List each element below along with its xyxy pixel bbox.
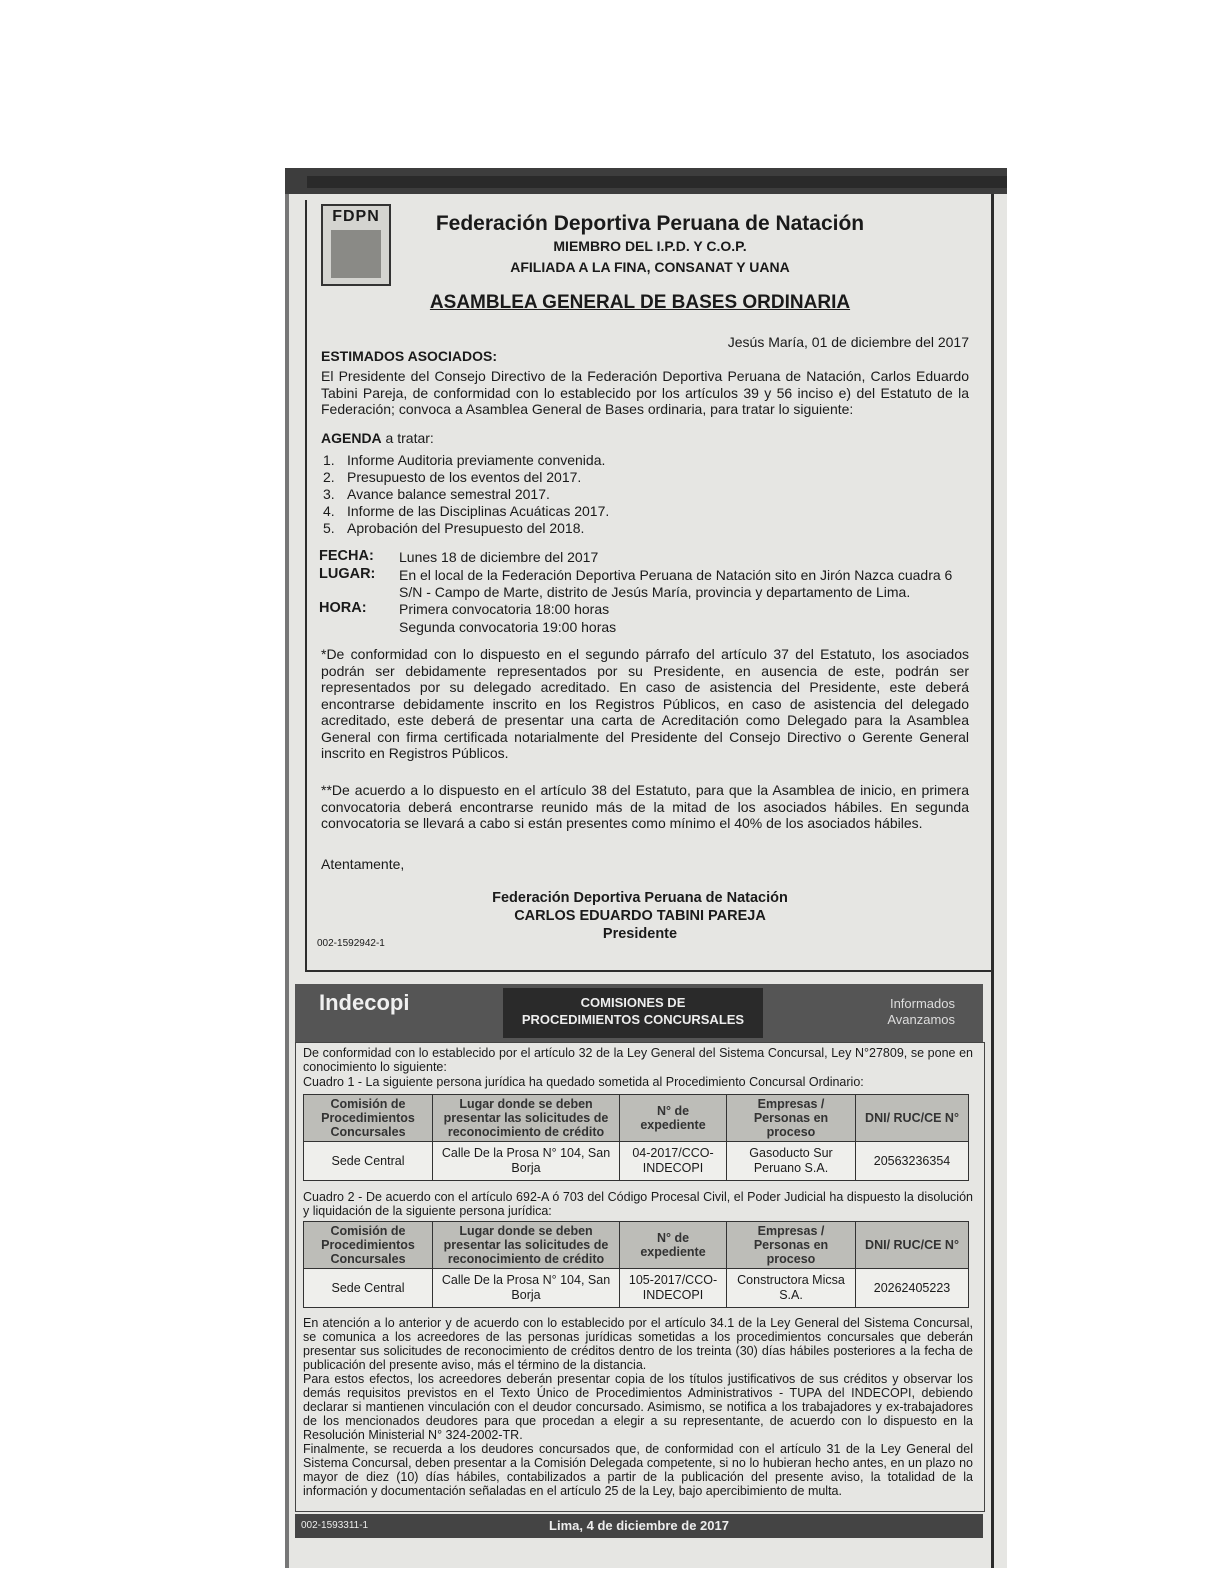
indecopi-paragraph-2: Para estos efectos, los acreedores deberán presentar copia de los títulos justificativos de sus créditos y observar los demás requisitos previstos en el Texto Único de Procedimientos Administrativos - TUPA del INDECOPI, debiendo declarar si mantienen vinculación con el deudor concursado. Asimismo, se notifica a los trabajadores y ex-trabajadores de los mencionados deudores para que procedan a elegir a su representante, de acuerdo con lo dispuesto en la Resolución Ministerial N° 324-2002-TR.	[303, 1372, 973, 1442]
indecopi-logo: Indecopi	[319, 990, 410, 1015]
agenda-heading	[321, 430, 969, 447]
indecopi-publication-code: 002-1593311-1	[301, 1520, 369, 1531]
lugar-value: En el local de la Federación Deportiva Peruana de Natación sito en Jirón Nazca cuadra 6 S/N - Campo de Marte, distrito de Jesús María, provincia y departamento de Lima.	[399, 567, 953, 600]
table-header-row: Comisión de Procedimientos Concursales Lugar donde se deben presentar las solicitudes de reconocimiento de crédito N° de expediente Empresas / Personas en proceso DNI/ RUC/CE N°	[304, 1095, 969, 1142]
agenda-suffix: a tratar:	[381, 430, 434, 446]
top-bar	[285, 168, 1007, 194]
notice-title: ASAMBLEA GENERAL DE BASES ORDINARIA	[429, 292, 851, 313]
lugar-label: LUGAR:	[319, 566, 376, 582]
publication-code: 002-1592942-1	[317, 938, 385, 949]
signature-org: Federación Deportiva Peruana de Natación	[492, 890, 788, 906]
indecopi-intro: De conformidad con lo establecido por el artículo 32 de la Ley General del Sistema Concursal, Ley N°27809, se pone en conocimiento lo siguiente:	[303, 1046, 973, 1074]
signature-role: Presidente	[602, 926, 678, 942]
indecopi-slogan: Informados Avanzamos	[887, 996, 955, 1027]
fdpn-logo-text: FDPN	[332, 208, 380, 225]
cuadro1-table	[303, 1094, 969, 1181]
indecopi-footer-bar	[295, 1514, 983, 1538]
note-quorum: **De acuerdo a lo dispuesto en el artículo 38 del Estatuto, para que la Asamblea de inicio, en primera convocatoria deberá encontrarse reunido más de la mitad de los asociados hábiles. En segunda convocatoria se llevará a cabo si están presentes como mínimo el 40% de los asociados hábiles.	[321, 782, 969, 831]
indecopi-footer-date: Lima, 4 de diciembre de 2017	[549, 1518, 729, 1533]
table-row: Sede Central Calle De la Prosa N° 104, San Borja 04-2017/CCO-INDECOPI Gasoducto Sur Peruano S.A. 20563236354	[304, 1142, 969, 1181]
indecopi-paragraph-3: Finalmente, se recuerda a los deudores concursados que, de conformidad con el artículo 31 de la Ley General del Sistema Concursal, deben presentar a la Comisión Delegada competente, si no lo hubieran hecho antes, en un plazo no mayor de diez (10) días hábiles, contabilizados a partir de la publicación del presente aviso, la totalidad de la información y documentación señaladas en el artículo 25 de la Ley, bajo apercibimiento de multa.	[303, 1442, 973, 1498]
cuadro2-caption: Cuadro 2 - De acuerdo con el artículo 692-A ó 703 del Código Procesal Civil, el Poder Judicial ha dispuesto la disolución y liquidación de la siguiente persona jurídica:	[303, 1190, 973, 1218]
fecha-label: FECHA:	[319, 548, 374, 564]
agenda-item: 2. Presupuesto de los eventos del 2017.	[323, 469, 582, 485]
hora-value-2: Segunda convocatoria 19:00 horas	[399, 619, 617, 635]
agenda-item: 5. Aprobación del Presupuesto del 2018.	[323, 520, 585, 536]
left-edge	[285, 168, 289, 1568]
agenda-item: 4. Informe de las Disciplinas Acuáticas 2017.	[323, 503, 610, 519]
intro-paragraph: El Presidente del Consejo Directivo de la Federación Deportiva Peruana de Natación, Carlos Eduardo Tabini Pareja, de conformidad con lo establecido por los artículos 39 y 56 inciso e) del Estatuto de la Federación; convoca a Asamblea General de Bases ordinaria, para tratar lo siguiente:	[321, 368, 969, 417]
fdpn-logo	[321, 204, 391, 286]
table-row: Sede Central Calle De la Prosa N° 104, San Borja 105-2017/CCO-INDECOPI Constructora Micsa S.A. 20262405223	[304, 1269, 969, 1308]
agenda-item: 3. Avance balance semestral 2017.	[323, 486, 550, 502]
indecopi-paragraph-1: En atención a lo anterior y de acuerdo con lo establecido por el artículo 34.1 de la Ley General del Sistema Concursal, se comunica a los acreedores de las personas jurídicas sometidas a los procedimientos concursales que deberán presentar sus solicitudes de reconocimiento de créditos dentro de los treinta (30) días hábiles posteriores a la fecha de publicación del presente aviso, más el término de la distancia.	[303, 1316, 973, 1372]
newspaper-clipping	[285, 168, 1007, 1568]
indecopi-section-title: COMISIONES DE PROCEDIMIENTOS CONCURSALES	[503, 988, 763, 1038]
member-line: MIEMBRO DEL I.P.D. Y C.O.P.	[553, 238, 747, 254]
note-representation: *De conformidad con lo dispuesto en el segundo párrafo del artículo 37 del Estatuto, los asociados podrán ser debidamente representados por su Presidente, en ausencia de este, podrán ser representados por su delegado acreditado. En caso de asistencia del Presidente, este deberá encontrarse debidamente inscrito en los Registros Públicos, en caso de asistencia del delegado acreditado, este deberá de presentar una carta de Acreditación como Delegado para la Asamblea General con firma certificada notarialmente del Presidente del Consejo Directivo o Gerente General inscrito en Registros Públicos.	[321, 646, 969, 761]
cuadro1-caption: Cuadro 1 - La siguiente persona jurídica ha quedado sometida al Procedimiento Concursal Ordinario:	[303, 1075, 864, 1089]
cuadro2-table	[303, 1221, 969, 1308]
hora-label: HORA:	[319, 600, 367, 616]
fecha-value: Lunes 18 de diciembre del 2017	[399, 549, 599, 565]
agenda-label: AGENDA	[321, 430, 382, 446]
agenda-item: 1. Informe Auditoria previamente convenida.	[323, 452, 606, 468]
table-header-row: Comisión de Procedimientos Concursales Lugar donde se deben presentar las solicitudes de reconocimiento de crédito N° de expediente Empresas / Personas en proceso DNI/ RUC/CE N°	[304, 1222, 969, 1269]
signature-name: CARLOS EDUARDO TABINI PAREJA	[514, 908, 766, 924]
hora-value-1: Primera convocatoria 18:00 horas	[399, 601, 610, 617]
org-name: Federación Deportiva Peruana de Natación	[435, 212, 865, 235]
date-line: Jesús María, 01 de diciembre del 2017	[727, 334, 969, 350]
salutation: ESTIMADOS ASOCIADOS:	[321, 348, 498, 364]
fdpn-logo-emblem	[331, 230, 381, 278]
affiliation-line: AFILIADA A LA FINA, CONSANAT Y UANA	[510, 259, 790, 275]
closing: Atentamente,	[321, 856, 405, 872]
